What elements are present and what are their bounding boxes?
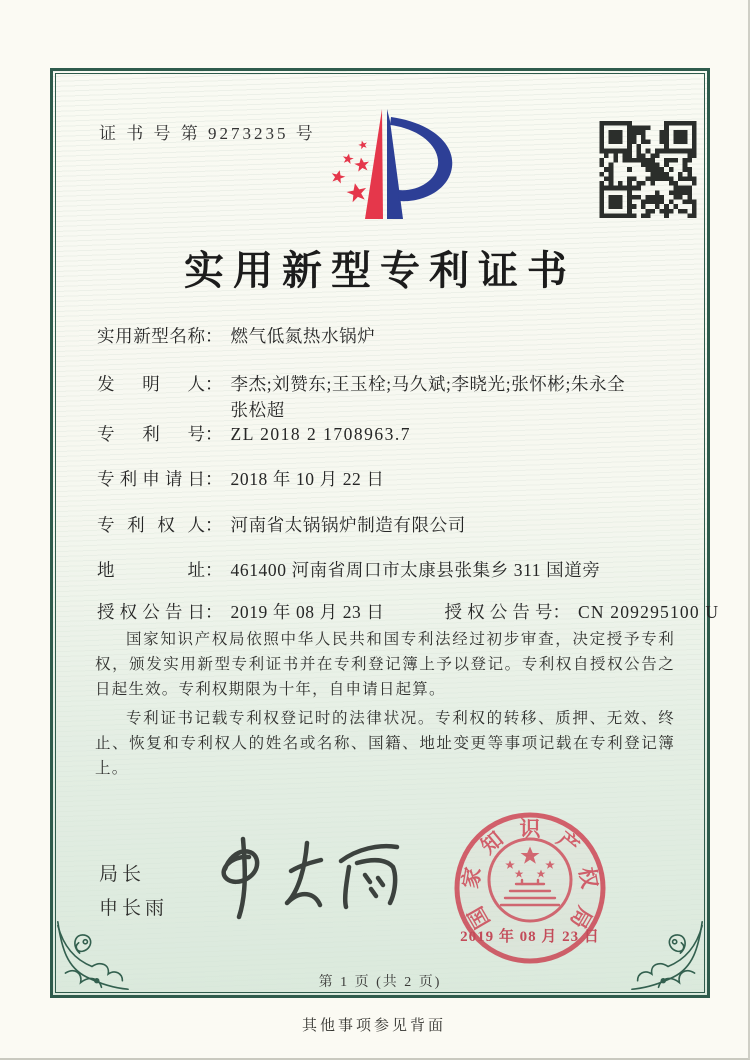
field-label: 地址 xyxy=(97,560,205,580)
legal-text-block xyxy=(95,627,675,785)
field-label: 专利号 xyxy=(97,424,205,444)
commissioner-title: 局长 xyxy=(99,864,146,885)
svg-text:产: 产 xyxy=(552,826,584,859)
svg-text:权: 权 xyxy=(574,865,602,891)
field-value: 461400 河南省周口市太康县张集乡 311 国道旁 xyxy=(230,560,601,580)
official-seal xyxy=(445,804,615,979)
field-patentee xyxy=(97,512,466,538)
field-value: ZL 2018 2 1708963.7 xyxy=(230,424,411,444)
field-filing-date xyxy=(97,466,384,492)
corner-ornament-left-icon xyxy=(54,918,130,994)
field-colon: ： xyxy=(205,560,223,580)
field-label: 授权公告号 xyxy=(444,602,553,622)
field-value: 2019 年 08 月 23 日 xyxy=(230,602,385,622)
field-label: 实用新型名称 xyxy=(97,326,205,346)
field-inventors xyxy=(97,371,625,423)
qr-code xyxy=(598,121,698,218)
svg-text:知: 知 xyxy=(476,826,508,859)
field-utility-model-name xyxy=(97,323,375,349)
commissioner-name: 申长雨 xyxy=(99,898,169,919)
field-value xyxy=(231,371,626,423)
svg-text:识: 识 xyxy=(519,817,541,841)
svg-text:局: 局 xyxy=(565,902,597,933)
field-grant-announcement xyxy=(97,599,719,625)
field-colon: ： xyxy=(205,469,223,489)
field-label: 专利权人 xyxy=(97,515,205,535)
corner-ornament-right-icon xyxy=(630,918,706,994)
handwritten-signature-icon xyxy=(203,831,418,931)
field-address xyxy=(97,557,600,583)
cnipa-logo-icon xyxy=(303,101,473,229)
legal-paragraph-1: 国家知识产权局依照中华人民共和国专利法经过初步审查，决定授予专利权，颁发实用新型专利证书并在专利登记簿上予以登记。专利权自授权公告之日起生效。专利权期限为十年，自申请日起算。 xyxy=(95,631,675,698)
field-colon: ： xyxy=(205,424,223,444)
field-label: 授权公告日 xyxy=(97,602,205,622)
page-number: 第 1 页 (共 2 页) xyxy=(318,975,442,990)
field-patent-number xyxy=(97,421,411,447)
field-value: 2018 年 10 月 22 日 xyxy=(230,469,385,489)
legal-paragraph-2: 专利证书记载专利权登记时的法律状况。专利权的转移、质押、无效、终止、恢复和专利权人的姓名或名称、国籍、地址变更等事项记载在专利登记簿上。 xyxy=(95,710,675,777)
field-value: 河南省太锅锅炉制造有限公司 xyxy=(230,515,466,535)
field-value: CN 209295100 U xyxy=(577,602,720,622)
back-side-note: 其他事项参见背面 xyxy=(301,1018,446,1034)
field-colon: ： xyxy=(205,326,223,346)
field-colon: ： xyxy=(552,602,570,622)
field-label: 专利申请日 xyxy=(97,469,205,489)
field-colon: ： xyxy=(205,374,223,394)
field-colon: ： xyxy=(205,515,223,535)
inventors-line-2: 张松超 xyxy=(230,400,285,420)
field-colon: ： xyxy=(205,602,223,622)
svg-text:国: 国 xyxy=(463,902,495,933)
field-value: 燃气低氮热水锅炉 xyxy=(230,326,376,346)
svg-text:家: 家 xyxy=(458,865,486,891)
certificate-title: 实用新型专利证书 xyxy=(184,248,576,293)
field-label: 发明人 xyxy=(97,374,205,394)
inventors-line-1: 李杰;刘赞东;王玉栓;马久斌;李晓光;张怀彬;朱永全 xyxy=(230,374,626,394)
certificate-number: 证 书 号 第 9273235 号 xyxy=(99,124,316,143)
certificate-frame xyxy=(50,68,720,998)
seal-date: 2019 年 08 月 23 日 xyxy=(460,929,600,945)
